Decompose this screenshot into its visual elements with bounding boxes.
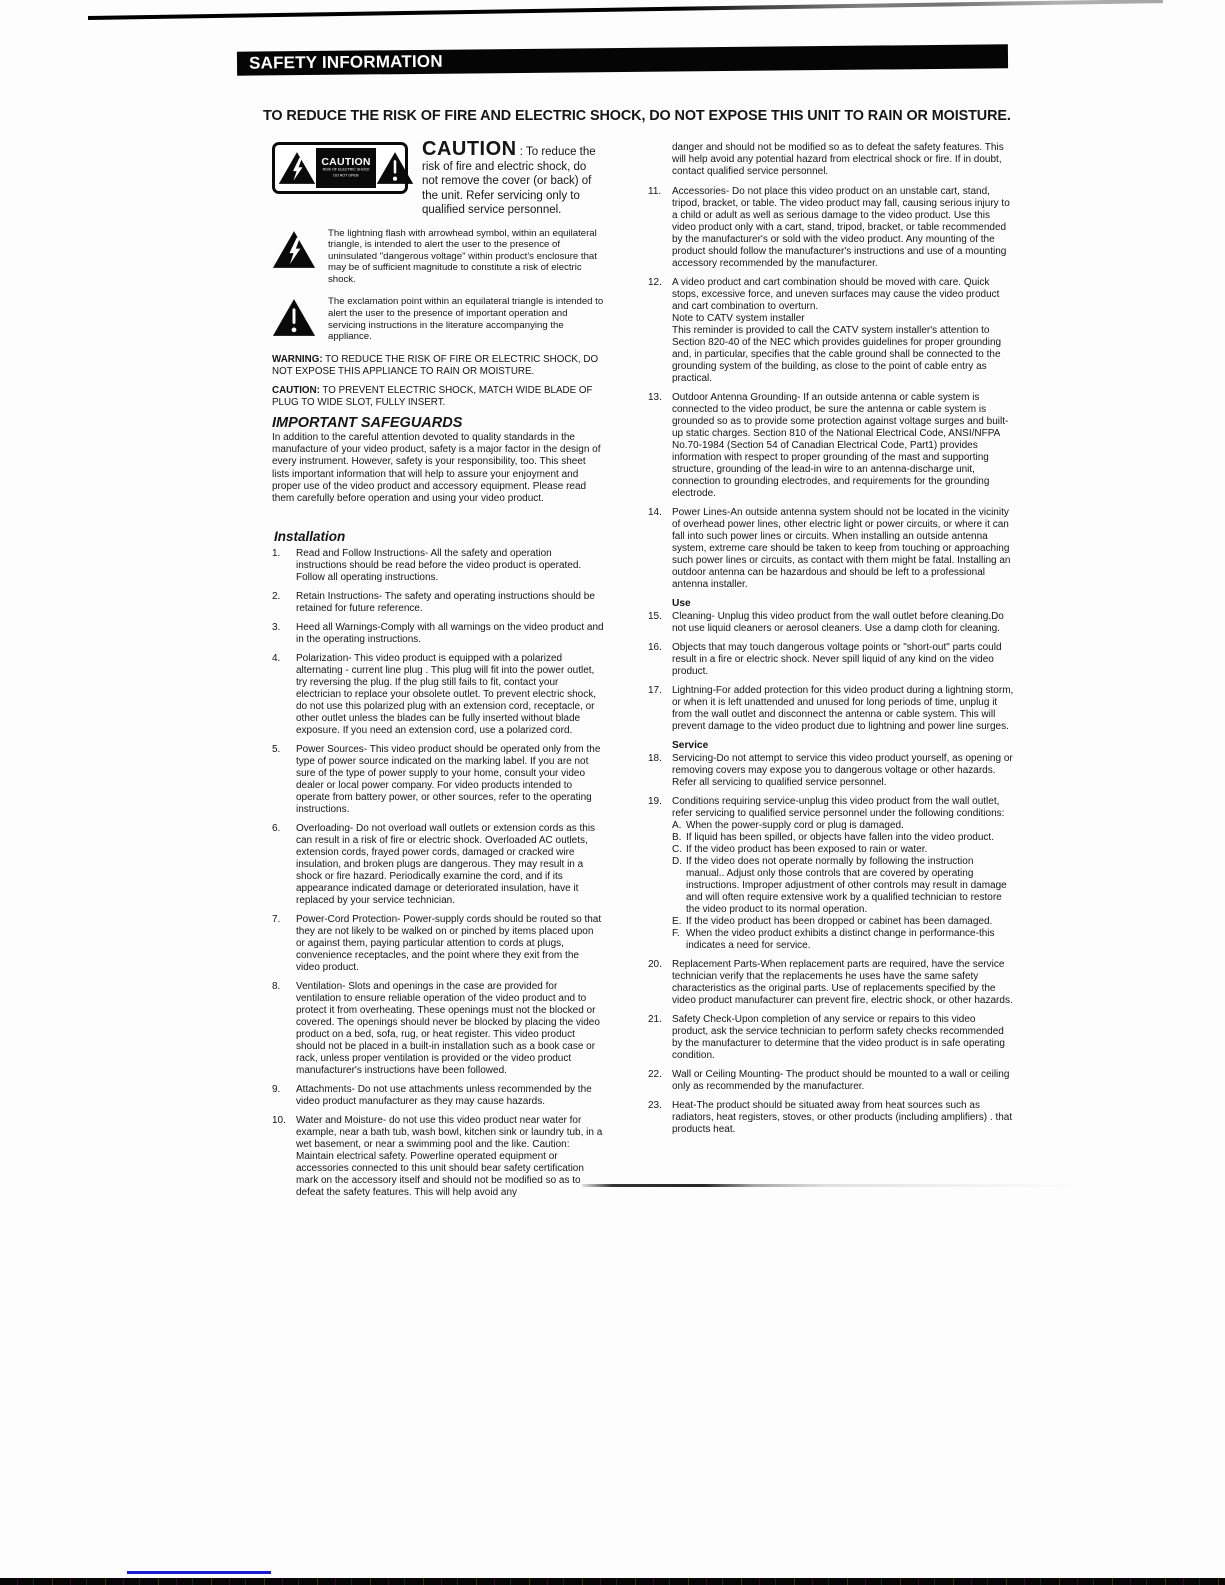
sub-item-text: When the video product exhibits a distinct change in performance-this indicates a need for service.: [686, 928, 995, 951]
item-text-block: [672, 796, 1014, 952]
item-text: Power-Cord Protection- Power-supply cords should be routed so that they are not likely to be walked on or pinched by items placed upon or against them, paying particular attention to cords at plugs, convenience receptacles, and the point where they exit from the video product.: [296, 914, 602, 974]
sub-list-item: [672, 856, 1014, 916]
item-text: Heat-The product should be situated away from heat sources such as radiators, heat registers, stoves, or other products (including amplifiers) . that products heat.: [672, 1100, 1013, 1135]
sub-item-text: If the video does not operate normally by following the instruction manual.. Adjust only those controls that are covered by operating instructions. Improper adjustment of other controls may result in damage and will often require extensive work by a qualified technician to restore the video product to its normal operation.: [686, 856, 1007, 915]
item-number: 10.: [272, 1115, 286, 1127]
sub-item-text: If the video product has been exposed to rain or water.: [686, 844, 928, 855]
list-item: [648, 1100, 1014, 1136]
sub-list-item: [672, 844, 1014, 856]
item-number: 22.: [648, 1069, 662, 1080]
safeguards-intro: In addition to the careful attention devoted to quality standards in the manufacture of your video product, safety is a major factor in the design of every instrument. However, safety is your responsibility, too. This sheet lists important information that will help to assure your enjoyment and proper use of the video product and accessory equipment. Please read them carefully before operation and using your video product.: [272, 432, 601, 505]
lightning-note-text: The lightning flash with arrowhead symbol, within an equilateral triangle, is intended to alert the user to the presence of uninsulated "dangerous voltage" within product's enclosure that may be of sufficient magnitude to constitute a risk of electric shock.: [328, 227, 597, 285]
service-list: [648, 753, 1014, 1136]
warning-paragraph: [272, 354, 604, 378]
caution-label-word: CAUTION: [321, 156, 371, 168]
sub-item-letter: C.: [672, 844, 682, 855]
item-text: Overloading- Do not overload wall outlets or extension cords as this can result in a risk of fire or electric shock. Overloaded AC outlets, extension cords, frayed power cords, damaged or cracked wire insulation, and broken plugs are dangerous. They may result in a shock or fire hazard. Periodically examine the cord, and if its appearance indicated damage or deteriorated insulation, have it replaced by your service technician.: [296, 823, 596, 907]
list-item: [272, 914, 604, 974]
sub-item-letter: F.: [672, 928, 680, 939]
caution-label: [272, 142, 408, 194]
important-safeguards-heading: IMPORTANT SAFEGUARDS: [272, 415, 463, 432]
sub-item-text: When the power-supply cord or plug is damaged.: [686, 820, 904, 831]
item-text: Retain Instructions- The safety and operating instructions should be retained for future reference.: [296, 591, 595, 615]
item-text: Water and Moisture- do not use this video product near water for example, near a bath tub, wash bowl, kitchen sink or laundry tub, in a wet basement, or near a swimming pool and the like. Caution: Maintain electrical safety. Powerline operated equipment or accessories connected to this unit should bear safety certification mark on the accessory itself and should not be modified so as to defeat the safety features. This will help avoid any: [296, 1115, 603, 1199]
safeguards-list-continued: [648, 186, 1014, 591]
item-number: 23.: [648, 1100, 662, 1111]
scan-artifact-top-line: [88, 0, 1163, 20]
item-number: 7.: [272, 914, 281, 926]
caution-blade-paragraph: [272, 385, 604, 409]
item-text: Lightning-For added protection for this video product during a lightning storm, or when it is left unattended and unused for long periods of time, unplug it from the wall outlet and disconnect the antenna or cable system. This will prevent damage to the video product due to lightning and power line surges.: [672, 685, 1014, 732]
caution-label-center-box: [316, 148, 376, 188]
list-item: [272, 591, 604, 615]
item-number: 11.: [648, 186, 662, 197]
item-number: 19.: [648, 796, 662, 807]
list-item: [648, 753, 1014, 789]
list-item: [272, 653, 604, 737]
item-number: 4.: [272, 653, 281, 665]
list-item: [272, 1084, 604, 1108]
sub-list-item: [672, 916, 1014, 928]
sub-item-letter: D.: [672, 856, 682, 867]
item-number: 16.: [648, 642, 662, 653]
installation-heading: Installation: [274, 529, 346, 545]
caution-label-tiny-text-2: DO NOT OPEN: [333, 174, 359, 178]
list-item: [272, 622, 604, 646]
list-item: [648, 611, 1014, 635]
caution-paragraph: [422, 138, 604, 218]
item-number: 18.: [648, 753, 662, 764]
item-text: Replacement Parts-When replacement parts are required, have the service technician verify that the replacements he uses have the same safety characteristics as the original parts. Use of replacements specified by the video product manufacturer can prevent fire, electric shock, or other hazards.: [672, 959, 1013, 1006]
item-number: 20.: [648, 959, 662, 970]
list-item: [648, 642, 1014, 678]
right-column: [648, 142, 1014, 1206]
sub-list-item: [672, 832, 1014, 844]
item-text: Outdoor Antenna Grounding- If an outside antenna or cable system is connected to the video product, be sure the antenna or cable system is grounded so as to provide some protection against voltage surges and built-up static charges. Section 810 of the National Electrical Code, ANSI/NFPA No.70-1984 (Section 54 of Canadian Electrical Code, Part1) provides information with respect to proper grounding of the mast and supporting structure, grounding of the lead-in wire to an antenna-discharge unit, connection to grounding electrodes, and requirements for the grounding electrode.: [672, 392, 1009, 499]
page-heading: TO REDUCE THE RISK OF FIRE AND ELECTRIC SHOCK, DO NOT EXPOSE THIS UNIT TO RAIN OR MOISTURE.: [263, 108, 1011, 124]
caution-blade-text: TO PREVENT ELECTRIC SHOCK, MATCH WIDE BLADE OF PLUG TO WIDE SLOT, FULLY INSERT.: [272, 385, 593, 409]
list-item: [272, 744, 604, 816]
conditions-sub-list: [672, 820, 1014, 952]
sub-list-item: [672, 928, 1014, 952]
item-number: 2.: [272, 591, 281, 603]
item-number: 9.: [272, 1084, 281, 1096]
item-text: Read and Follow Instructions- All the safety and operation instructions should be read before the video product is operated. Follow all operating instructions.: [296, 548, 582, 584]
list-item: [648, 186, 1014, 270]
list-item: [648, 685, 1014, 733]
item-text: Ventilation- Slots and openings in the case are provided for ventilation to ensure reliable operation of the video product and to protect it from overheating. These openings must not the blocked or covered. The openings should never be blocked by placing the video product on a bed, sofa, rug, or heat register. This video product should not be placed in a built-in installation such as a book case or rack, unless proper ventilation is provided or the video product manufacturer's instructions have been followed.: [296, 981, 600, 1077]
list-item: [648, 392, 1014, 500]
bottom-edge-scan-bar: [0, 1578, 1225, 1585]
sub-list-item: [672, 820, 1014, 832]
lightning-triangle-icon: [272, 228, 316, 286]
sub-item-letter: B.: [672, 832, 682, 843]
item-number: 21.: [648, 1014, 662, 1025]
service-heading: Service: [672, 740, 709, 751]
item-text: Servicing-Do not attempt to service this video product yourself, as opening or removing covers may expose you to dangerous voltage or other hazards. Refer all servicing to qualified service personnel.: [672, 753, 1013, 788]
caution-paragraph-text: : To reduce the risk of fire and electric shock, do not remove the cover (or back) of the unit. Refer servicing only to qualified service personnel.: [422, 146, 596, 216]
list-item: [272, 548, 604, 584]
list-item: [648, 507, 1014, 591]
item-text: Power Lines-An outside antenna system should not be located in the vicinity of overhead power lines, other electric light or power circuits, or where it can fall into such power lines or circuits. When installing an outside antenna system, extreme care should be taken to keep from touching or approaching such power lines or circuits, as contact with them might be fatal. Installing an outdoor antenna can be hazardous and should be left to a professional antenna installer.: [672, 507, 1011, 590]
warning-label: WARNING:: [272, 353, 323, 365]
item-text: Power Sources- This video product should be operated only from the type of power source indicated on the marking label. If you are not sure of the type of power supply to your home, consult your video dealer or local power company. For video products intended to operate from battery power, or other sources, refer to the operating instructions.: [296, 744, 601, 816]
list-item: [272, 823, 604, 907]
left-column: [272, 138, 604, 1206]
item-number: 3.: [272, 622, 281, 634]
caution-label-row: [272, 138, 604, 218]
item-text: Heed all Warnings-Comply with all warnings on the video product and in the operating instructions.: [296, 622, 604, 646]
caution-label-tiny-text-1: RISK OF ELECTRIC SHOCK: [322, 168, 370, 172]
exclamation-triangle-icon: [376, 151, 414, 185]
list-item: [648, 1014, 1014, 1062]
item-text: Accessories- Do not place this video product on an unstable cart, stand, tripod, bracket, or table. The video product may fall, causing serious injury to a child or adult as well as serious damage to the video product. Use this video product only with a cart, stand, tripod, bracket, or table recommended by the manufacturer's or sold with the video product. Any mounting of the product should follow the manufacturer's instructions and use of a mounting accessory recommended by the manufacturer.: [672, 186, 1010, 269]
footer-blue-line: [127, 1571, 271, 1574]
item-text: Objects that may touch dangerous voltage points or "short-out" parts could result in a fire or electric shock. Never spill liquid of any kind on the video product.: [672, 642, 1002, 677]
item-number: 15.: [648, 611, 662, 622]
list-item: [648, 277, 1014, 385]
list-item: [648, 796, 1014, 952]
caution-heading: CAUTION: [422, 138, 517, 160]
exclamation-note-row: [272, 296, 604, 342]
item-number: 5.: [272, 744, 281, 756]
installation-list: [272, 548, 604, 1199]
exclamation-note-text: The exclamation point within an equilateral triangle is intended to alert the user to the presence of important operation and servicing instructions in the literature accompanying the appliance.: [328, 296, 604, 343]
item-number: 17.: [648, 685, 662, 696]
item-number: 13.: [648, 392, 662, 403]
catv-note-title: Note to CATV system installer: [672, 313, 805, 324]
item-text: Attachments- Do not use attachments unless recommended by the video product manufacturer as they may cause hazards.: [296, 1084, 592, 1108]
item-number: 1.: [272, 548, 281, 560]
item-text: Polarization- This video product is equipped with a polarized alternating - current line plug . This plug will fit into the power outlet, try reversing the plug. If the plug still fails to fit, contact your electrician to replace your obsolete outlet. To prevent electric shock, do not use this polarized plug with an extension cord, receptacle, or other outlet unless the blades can be fully inserted without blade exposure. If you need an extension cord, use a polarized cord.: [296, 653, 596, 737]
item-text-block: [672, 277, 1014, 385]
list-item: [272, 981, 604, 1077]
exclamation-triangle-icon: [272, 296, 316, 342]
item-10-continuation-text: danger and should not be modified so as to defeat the safety features. This will help avoid any potential hazard from electrical shock or fire. If in doubt, contact qualified service personnel.: [672, 142, 1004, 177]
caution-blade-label: CAUTION:: [272, 385, 320, 397]
item-number: 8.: [272, 981, 281, 993]
sub-item-letter: E.: [672, 916, 682, 927]
sub-item-text: If the video product has been dropped or cabinet has been damaged.: [686, 916, 993, 927]
section-title: SAFETY INFORMATION: [248, 51, 443, 73]
catv-note-text: This reminder is provided to call the CATV system installer's attention to Section 820-40 of the NEC which provides guidelines for proper grounding and, in particular, specifies that the cable ground shall be connected to the grounding system of the building, as close to the point of cable entry as practical.: [672, 325, 1002, 384]
item-text: Cleaning- Unplug this video product from the wall outlet before cleaning.Do not use liquid cleaners or aerosol cleaners. Use a damp cloth for cleaning.: [672, 611, 1004, 634]
lightning-note-row: [272, 228, 604, 286]
warning-text: TO REDUCE THE RISK OF FIRE OR ELECTRIC SHOCK, DO NOT EXPOSE THIS APPLIANCE TO RAIN OR MOISTURE.: [272, 353, 599, 377]
use-list: [648, 611, 1014, 733]
lightning-triangle-icon: [278, 151, 316, 185]
use-heading: Use: [672, 598, 691, 609]
item-number: 14.: [648, 507, 662, 518]
item-text: Wall or Ceiling Mounting- The product should be mounted to a wall or ceiling only as recommended by the manufacturer.: [672, 1069, 1010, 1092]
item-text: Conditions requiring service-unplug this video product from the wall outlet, refer servicing to qualified service personnel under the following conditions:: [672, 796, 1005, 819]
sub-item-letter: A.: [672, 820, 682, 831]
list-item: [648, 1069, 1014, 1093]
sub-item-text: If liquid has been spilled, or objects have fallen into the video product.: [686, 832, 994, 843]
section-title-bar: [237, 44, 1008, 75]
content-columns: [272, 138, 1014, 1206]
list-item: [648, 959, 1014, 1007]
list-item: [272, 1115, 604, 1199]
item-number: 6.: [272, 823, 281, 835]
item-number: 12.: [648, 277, 662, 288]
item-text: Safety Check-Upon completion of any service or repairs to this video product, ask the service technician to perform safety checks recommended by the manufacturer to determine that the video product is in safe operating condition.: [672, 1014, 1005, 1061]
item-text: A video product and cart combination should be moved with care. Quick stops, excessive force, and uneven surfaces may cause the video product and cart combination to overturn.: [672, 277, 1000, 312]
